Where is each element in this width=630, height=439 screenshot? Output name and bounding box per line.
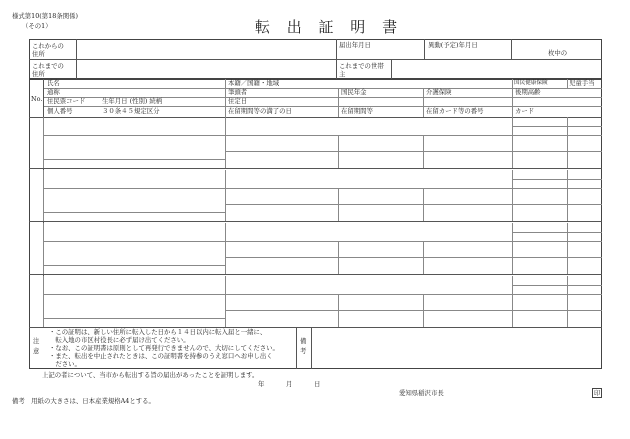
seal-mark: 印	[594, 389, 601, 397]
col-stay-expiry: 在留期間等の満了の日	[228, 107, 292, 115]
col-health-insurance: 国民健康保険	[514, 80, 548, 86]
note-line: 転入地の市区村役長に必ず届け出てください。	[49, 336, 190, 344]
divider	[225, 151, 602, 152]
divider	[296, 327, 297, 369]
divider	[43, 223, 44, 274]
date-day: 日	[314, 380, 321, 388]
col-alias: 通称	[47, 88, 60, 96]
divider	[567, 276, 568, 327]
col-residence-card: 在留カード等の番号	[426, 107, 484, 115]
col-name: 氏名	[47, 79, 60, 87]
divider	[512, 276, 513, 327]
divider	[225, 223, 226, 274]
divider	[43, 276, 44, 327]
divider	[29, 59, 602, 60]
divider	[43, 135, 602, 136]
divider	[512, 232, 602, 233]
count-label: 枚中の	[548, 49, 568, 57]
note-line: ・なお、この証明書は原則として再発行できませんので、大切にしてください。	[49, 344, 279, 352]
col-domicile: 本籍／国籍・地域	[228, 79, 280, 87]
bottom-note: 備考 用紙の大きさは、日本産業規格A4とする。	[12, 397, 155, 405]
divider	[76, 39, 77, 79]
divider	[225, 276, 226, 327]
divider	[29, 274, 602, 275]
new-address-label: これからの 住所	[32, 42, 64, 58]
notes-label: 注 意	[33, 337, 40, 356]
divider	[225, 257, 602, 258]
col-article30-45: ３０条４５規定区分	[102, 107, 160, 115]
change-date-label: 異動(予定)年月日	[428, 41, 478, 49]
divider	[43, 294, 602, 295]
note-line: ださい。	[49, 360, 81, 368]
prev-head-label: これまでの世帯 主	[339, 62, 384, 78]
col-card: カード	[515, 107, 535, 115]
col-late-elderly: 後期高齢	[515, 88, 541, 96]
date-month: 月	[286, 380, 293, 388]
col-birth: 生年月日 (性別) 続柄	[102, 97, 163, 105]
divider	[29, 168, 602, 169]
form-sub: （その1）	[22, 22, 52, 30]
divider	[43, 188, 602, 189]
divider	[225, 117, 226, 168]
divider	[225, 79, 226, 117]
date-year: 年	[258, 380, 265, 388]
divider	[512, 179, 602, 180]
col-stay-period: 在留期間等	[341, 107, 373, 115]
divider	[512, 79, 513, 117]
divider	[311, 327, 312, 369]
divider	[512, 126, 602, 127]
col-care-insurance: 介護保険	[426, 88, 452, 96]
divider	[338, 88, 339, 117]
divider	[511, 39, 512, 59]
divider	[567, 79, 568, 88]
divider	[424, 39, 425, 59]
divider	[567, 170, 568, 221]
divider	[336, 39, 337, 79]
page-title: 転 出 証 明 書	[255, 18, 404, 36]
main-table	[29, 79, 602, 369]
divider	[43, 170, 44, 221]
divider	[43, 265, 225, 266]
divider	[225, 170, 226, 221]
remarks-label: 備 考	[300, 337, 307, 356]
divider	[512, 170, 513, 221]
divider	[512, 223, 513, 274]
divider	[43, 117, 44, 168]
divider	[29, 221, 602, 222]
certification-text: 上記の者について、当市から転出する旨の届出があったことを証明します。	[42, 371, 259, 379]
note-line: ・この証明は、新しい住所に転入した日から１４日以内に転入届と一緒に、	[49, 328, 267, 336]
divider	[225, 204, 602, 205]
divider	[43, 159, 225, 160]
move-out-date-label: 届出年月日	[339, 41, 371, 49]
divider	[43, 241, 602, 242]
divider	[567, 117, 568, 168]
issuer: 愛知県稲沢市長	[399, 389, 444, 397]
col-head-of-register: 筆頭者	[228, 88, 248, 96]
divider	[423, 88, 424, 117]
col-child-allowance: 児童手当	[569, 79, 595, 87]
note-line: ・また、転出を中止されたときは、この証明書を持参のうえ窓口へお申し出く	[49, 352, 273, 360]
divider	[43, 318, 225, 319]
col-pension: 国民年金	[341, 88, 367, 96]
divider	[43, 212, 225, 213]
divider	[512, 285, 602, 286]
form-number: 様式第10(第18条関係)	[12, 12, 78, 20]
divider	[225, 310, 602, 311]
divider	[391, 59, 392, 79]
col-resident-code: 住民票コード	[47, 97, 86, 105]
col-residence-date: 住定日	[228, 97, 248, 105]
divider	[567, 223, 568, 274]
col-my-number: 個人番号	[47, 107, 73, 115]
divider	[512, 117, 513, 168]
column-no: No.	[31, 95, 43, 103]
divider	[29, 117, 602, 118]
prev-address-label: これまでの 住所	[32, 62, 64, 78]
